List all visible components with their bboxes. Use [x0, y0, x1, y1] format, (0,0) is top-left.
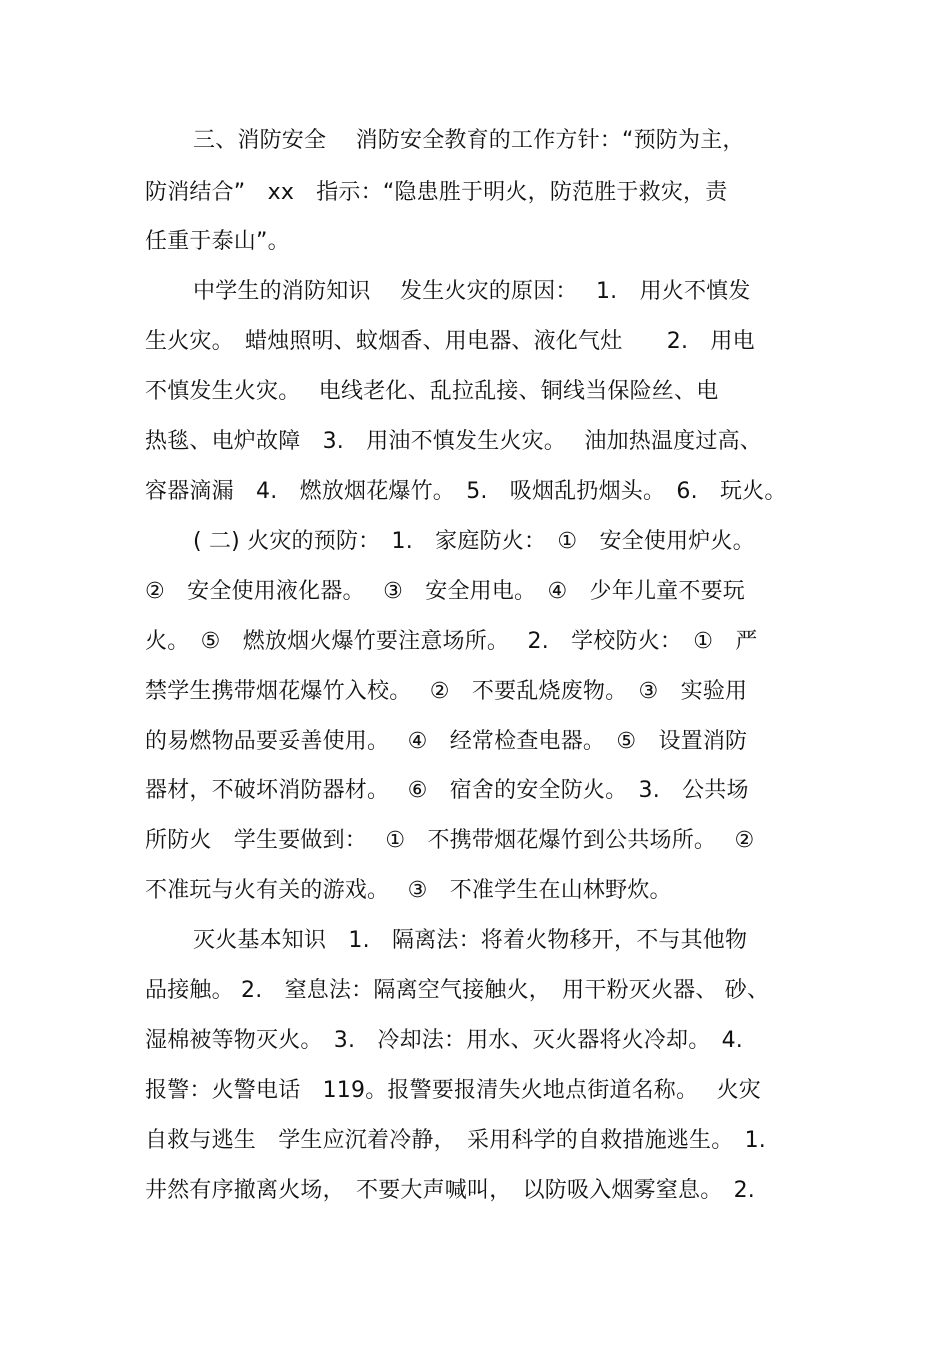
text-line: 容器滴漏 4. 燃放烟花爆竹。 5. 吸烟乱扔烟头。 6. 玩火。 — [145, 479, 787, 504]
text-line: 任重于泰山”。 — [145, 229, 290, 254]
text-line: 灭火基本知识 1. 隔离法：将着火物移开，不与其他物 — [193, 928, 748, 953]
text-line: 报警：火警电话 119。报警要报清失火地点街道名称。 火灾 — [145, 1078, 761, 1103]
text-line: ( 二) 火灾的预防： 1. 家庭防火： ① 安全使用炉火。 — [193, 529, 755, 554]
text-line: 中学生的消防知识 发生火灾的原因： 1. 用火不慎发 — [193, 279, 751, 304]
text-line: ② 安全使用液化器。 ③ 安全用电。 ④ 少年儿童不要玩 — [145, 579, 745, 604]
text-line: 品接触。 2. 窒息法：隔离空气接触火， 用干粉灭火器、 砂、 — [145, 978, 770, 1003]
text-line: 三、消防安全 消防安全教育的工作方针：“预防为主， — [193, 128, 745, 153]
text-line: 器材，不破坏消防器材。 ⑥ 宿舍的安全防火。 3. 公共场 — [145, 778, 749, 803]
text-line: 自救与逃生 学生应沉着冷静， 采用科学的自救措施逃生。 1. — [145, 1128, 766, 1153]
text-line: 井然有序撤离火场， 不要大声喊叫， 以防吸入烟雾窒息。 2. — [145, 1178, 755, 1203]
text-line: 生火灾。 蜡烛照明、蚊烟香、用电器、液化气灶 2. 用电 — [145, 329, 755, 354]
text-line: 湿棉被等物灭火。 3. 冷却法：用水、灭火器将火冷却。 4. — [145, 1028, 743, 1053]
text-line: 的易燃物品要妥善使用。 ④ 经常检查电器。 ⑤ 设置消防 — [145, 729, 748, 754]
text-line: 所防火 学生要做到： ① 不携带烟花爆竹到公共场所。 ② — [145, 828, 755, 853]
text-line: 禁学生携带烟花爆竹入校。 ② 不要乱烧废物。 ③ 实验用 — [145, 679, 748, 704]
text-line: 热毯、电炉故障 3. 用油不慎发生火灾。 油加热温度过高、 — [145, 429, 762, 454]
text-line: 防消结合” xx 指示：“隐患胜于明火，防范胜于救灾，责 — [145, 180, 728, 205]
text-line: 不慎发生火灾。 电线老化、乱拉乱接、铜线当保险丝、电 — [145, 379, 719, 404]
text-line: 火。 ⑤ 燃放烟火爆竹要注意场所。 2. 学校防火： ① 严 — [145, 629, 758, 654]
text-line: 不准玩与火有关的游戏。 ③ 不准学生在山林野炊。 — [145, 878, 672, 903]
